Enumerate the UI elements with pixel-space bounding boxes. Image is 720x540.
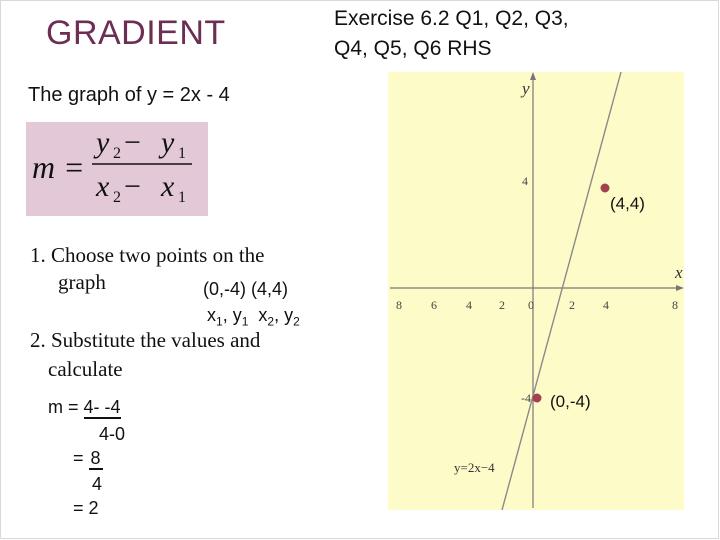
x-tick-label: 2 — [499, 298, 505, 312]
label-x1: x — [207, 305, 216, 325]
step-2-line-2: calculate — [48, 357, 123, 381]
calc-equals-2: = — [73, 448, 89, 468]
label-y1-sub: 1 — [241, 314, 249, 329]
formula-x2: x — [96, 170, 110, 203]
y-axis-arrow-icon — [530, 72, 536, 80]
formula-minus-bottom: − — [124, 170, 141, 203]
intro-text: The graph of y = 2x - 4 — [28, 84, 230, 106]
formula-y1: y — [161, 126, 175, 159]
calc-denominator-4: 4 — [92, 474, 103, 494]
formula-y2-sub: 2 — [113, 145, 121, 162]
exercise-line-2: Q4, Q5, Q6 RHS — [334, 37, 492, 60]
step-2-line-1: 2. Substitute the values and — [30, 328, 261, 352]
x-tick-label: 4 — [466, 298, 472, 312]
exercise-reference — [334, 4, 569, 64]
formula-lhs: m = — [32, 149, 85, 185]
formula-minus-top: − — [124, 126, 141, 159]
point-labels — [207, 305, 300, 329]
calc-denominator: 4-0 — [99, 424, 126, 444]
calc-numerator-8: 8 — [90, 448, 101, 468]
x-axis-arrow-icon — [676, 285, 684, 291]
line-graph — [388, 72, 684, 510]
y-tick-label-bottom: -4 — [521, 391, 531, 405]
x-tick-label: 8 — [396, 298, 402, 312]
graph-panel — [388, 72, 684, 510]
calc-m-equals: m = — [48, 397, 84, 417]
x-tick-label: 0 — [528, 298, 534, 312]
slide-heading: GRADIENT — [46, 14, 226, 52]
point-label-4-4: (4,4) — [610, 194, 645, 213]
x-tick-label: 2 — [569, 298, 575, 312]
calc-line-3 — [73, 448, 103, 469]
point-4-4 — [601, 184, 610, 193]
step-1-line-2: graph — [58, 270, 106, 294]
y-axis-label: y — [522, 79, 530, 98]
formula-y2: y — [96, 126, 110, 159]
calc-result: = 2 — [73, 498, 99, 518]
label-x2: x — [258, 305, 268, 325]
x-tick-label: 4 — [603, 298, 609, 312]
formula-y1-sub: 1 — [178, 145, 186, 162]
label-y2: , y — [274, 305, 294, 325]
gradient-formula — [26, 122, 208, 216]
equation-label: y=2x−4 — [454, 460, 495, 475]
gradient-formula-box — [26, 122, 208, 216]
formula-x1-sub: 1 — [178, 189, 186, 206]
calc-numerator: 4- -4 — [83, 397, 121, 417]
calc-line-1 — [48, 397, 121, 418]
x-tick-label: 8 — [672, 298, 678, 312]
formula-x2-sub: 2 — [113, 189, 121, 206]
chosen-points: (0,-4) (4,4) — [203, 279, 289, 299]
label-x1-sub: 1 — [216, 314, 223, 329]
graph-line — [502, 72, 621, 510]
step-1-line-1: 1. Choose two points on the — [30, 243, 265, 267]
x-tick-label: 6 — [431, 298, 437, 312]
x-axis-label: x — [675, 263, 683, 282]
label-y1: , y — [222, 305, 242, 325]
label-x2-sub: 2 — [267, 314, 275, 329]
y-tick-label-top: 4 — [522, 174, 528, 188]
point-0-neg4 — [533, 394, 542, 403]
point-label-0-neg4: (0,-4) — [550, 392, 591, 411]
label-y2-sub: 2 — [293, 314, 300, 329]
exercise-line-1: Exercise 6.2 Q1, Q2, Q3, — [334, 7, 569, 30]
formula-x1: x — [161, 170, 175, 203]
